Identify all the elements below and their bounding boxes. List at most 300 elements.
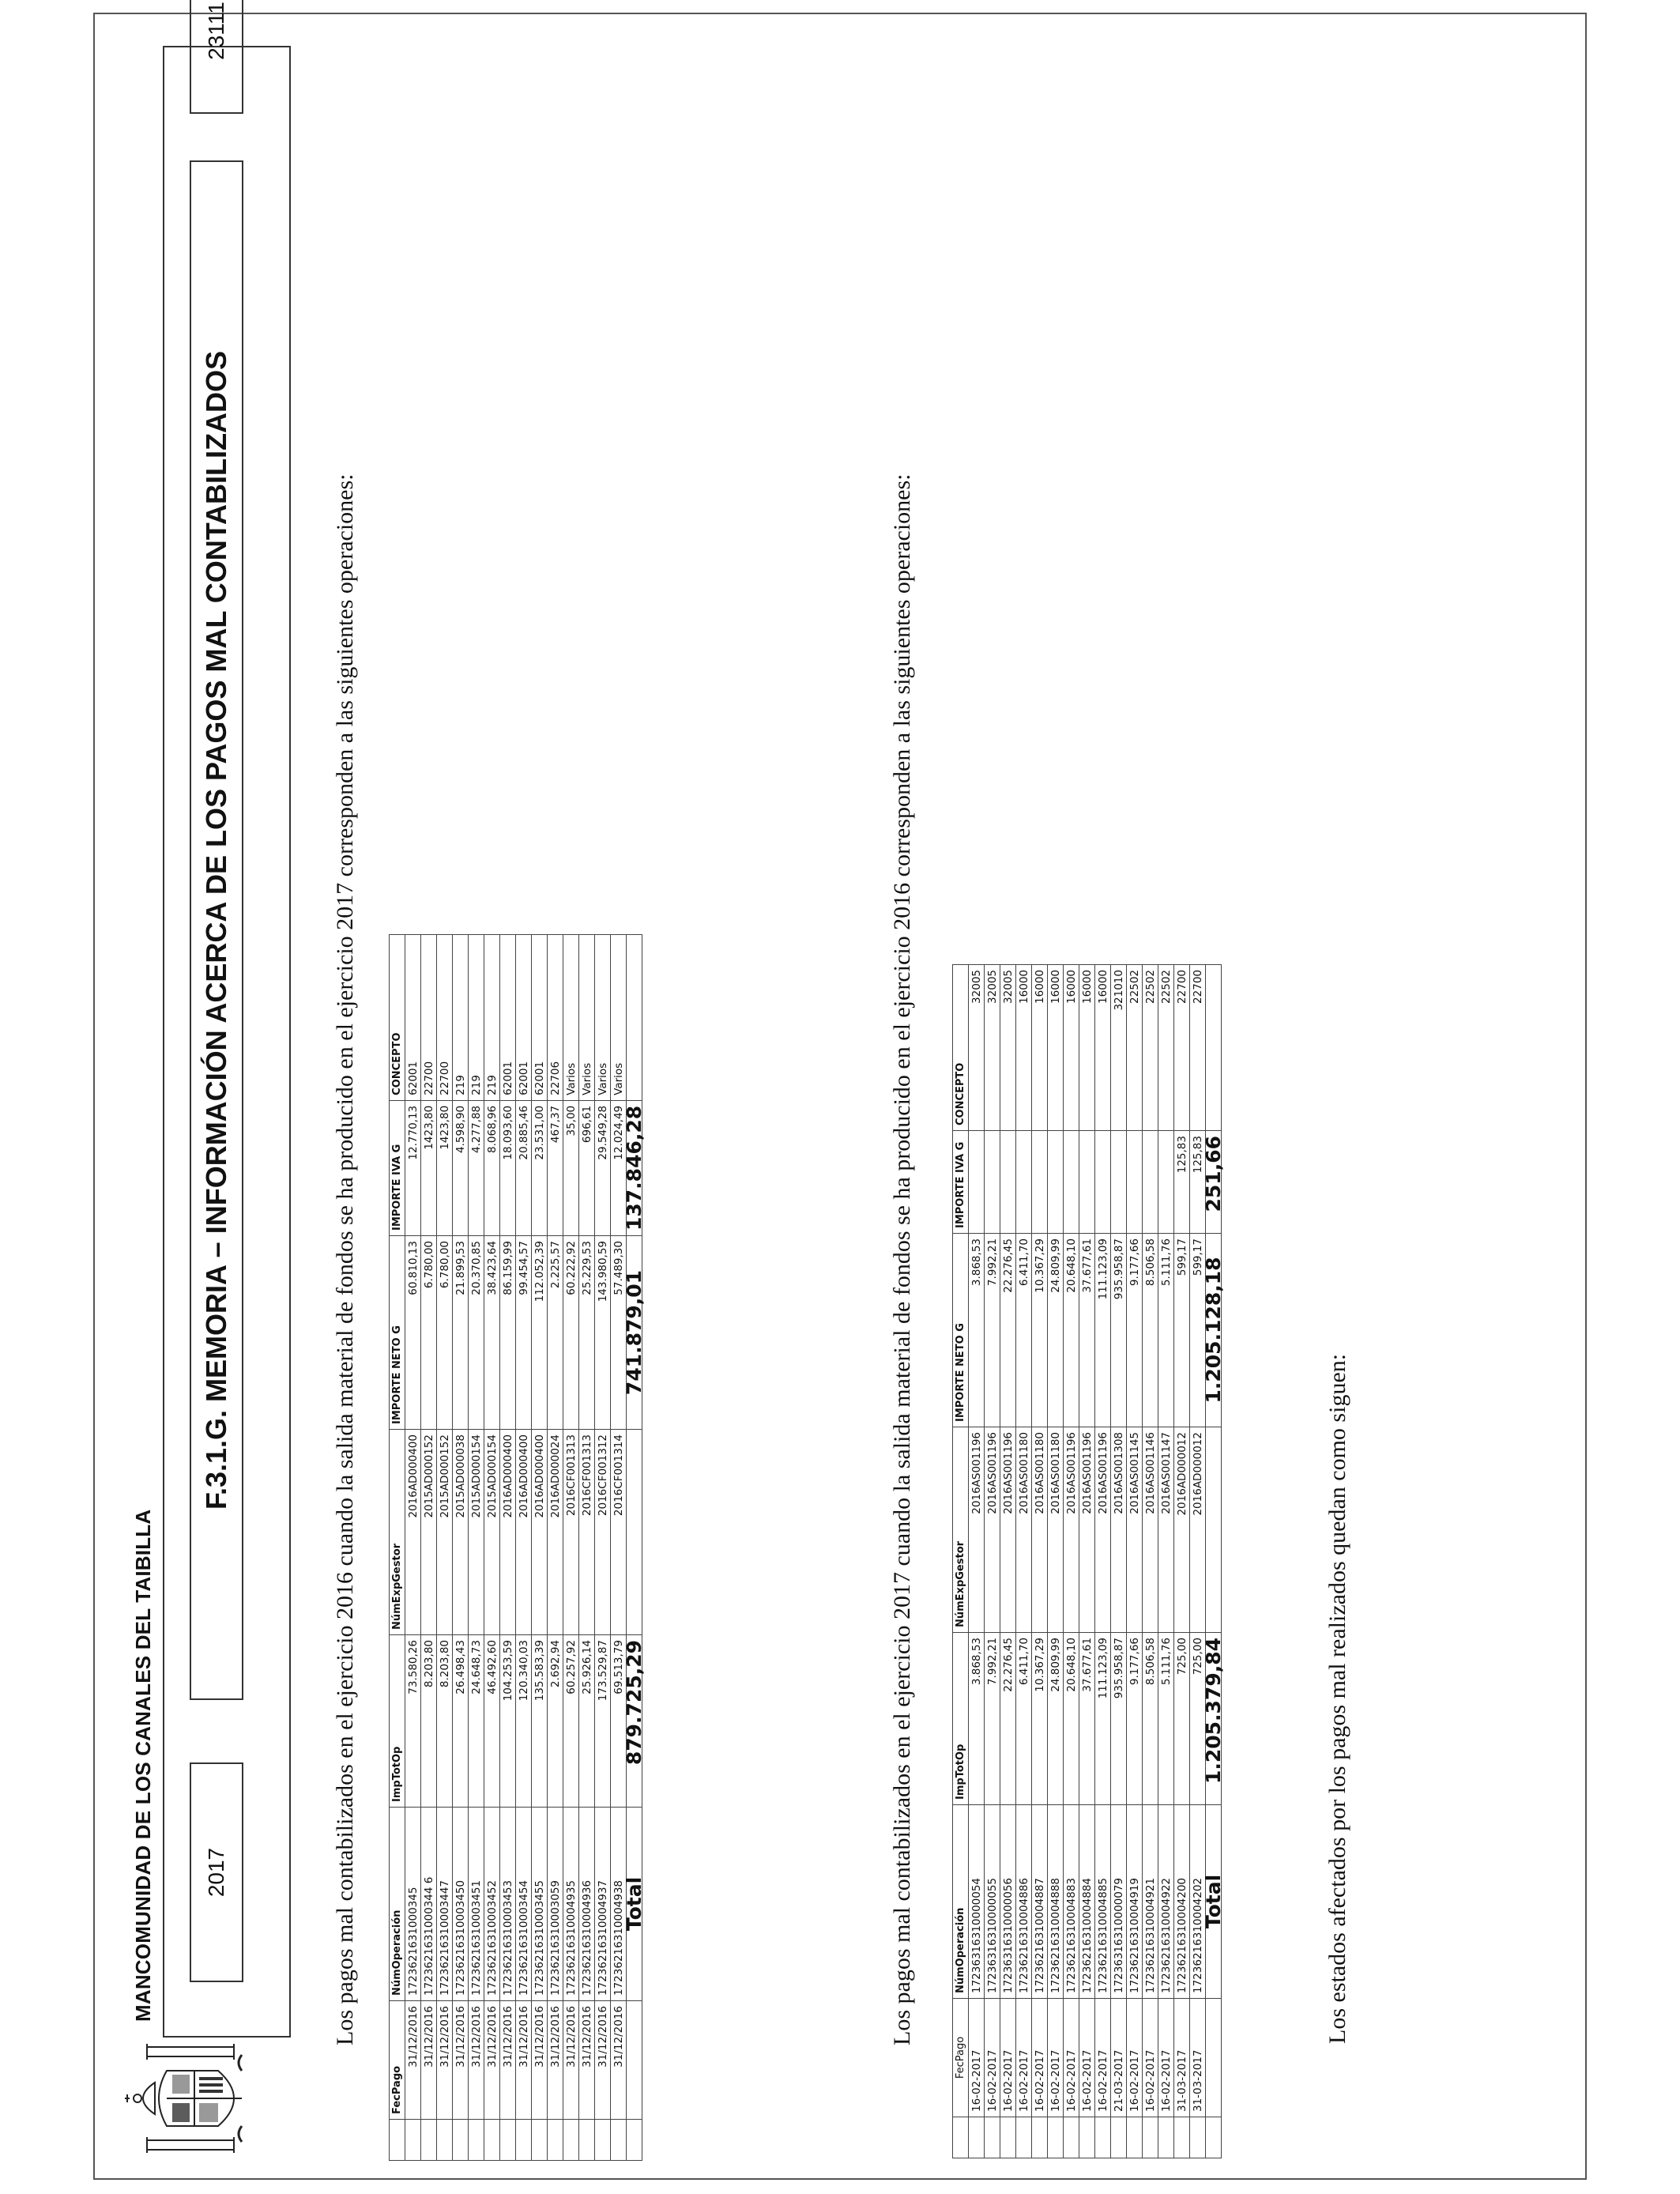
row-spacer-cell [469, 2120, 484, 2161]
table-cell: 219 [469, 934, 484, 1100]
table-cell: 725,00 [1190, 1633, 1206, 1805]
table-cell: 2016AS001180 [1016, 1427, 1032, 1633]
table-cell [1032, 1131, 1048, 1234]
table-row [469, 934, 484, 2160]
table-cell [1143, 1131, 1158, 1234]
table-cell: Varios [579, 934, 595, 1100]
table-cell: 32005 [969, 965, 985, 1131]
header-cell: IMPORTE NETO G [953, 1234, 969, 1427]
table-cell: 2016AS001196 [1000, 1427, 1016, 1633]
header-cell: NúmExpGestor [390, 1430, 405, 1635]
table-cell: 25.926,14 [579, 1635, 595, 1808]
table-cell: 2016AD000400 [532, 1430, 548, 1635]
table-cell: 16-02-2017 [1143, 1999, 1158, 2117]
table-header-row [390, 934, 405, 2160]
table-cell: 2016AS001145 [1127, 1427, 1143, 1633]
table-cell: 62001 [532, 934, 548, 1100]
table-cell: 25.229,53 [579, 1236, 595, 1430]
table-cell: 32005 [1000, 965, 1016, 1131]
table-cell: 31/12/2016 [611, 2001, 627, 2120]
table-row [1174, 965, 1190, 2158]
organization-name: MANCOMUNIDAD DE LOS CANALES DEL TAIBILLA [131, 1509, 155, 2022]
table-cell: 467,37 [548, 1100, 563, 1235]
table-cell: 16-02-2017 [1127, 1999, 1143, 2117]
table-row [1079, 965, 1095, 2158]
table-cell: 143.980,59 [595, 1236, 611, 1430]
total-empty-cell [627, 1430, 642, 1635]
table-cell: 16000 [1048, 965, 1064, 1131]
table-cell: 2016AS001196 [985, 1427, 1000, 1633]
table-cell: 935.958,87 [1111, 1633, 1127, 1805]
table-cell: 2016AD000400 [516, 1430, 532, 1635]
table-cell: 21.899,53 [453, 1236, 469, 1430]
table-cell: 5.111,76 [1158, 1633, 1174, 1805]
row-spacer-cell [1190, 2117, 1206, 2158]
table-cell: 31/12/2016 [421, 2001, 437, 2120]
table-cell: 38.423,64 [484, 1236, 500, 1430]
table-cell: 8.203,80 [421, 1635, 437, 1808]
table-cell: 31-03-2017 [1174, 1999, 1190, 2117]
row-spacer-cell [611, 2120, 627, 2161]
table-cell: 2016AD000400 [405, 1430, 421, 1635]
header-cell: FecPago [390, 2001, 405, 2120]
row-spacer-cell [595, 2120, 611, 2161]
header-cell: NúmExpGestor [953, 1427, 969, 1633]
paragraph-2016-to-2017: Los pagos mal contabilizados en el ejercicio 2016 cuando la salida material de fondos se ha producido en el ejercicio 2017 corresponden a las siguientes operaciones: [332, 473, 358, 2045]
table-cell: 37.677,61 [1079, 1234, 1095, 1427]
header-cell: NúmOperación [390, 1808, 405, 2001]
table-row [500, 934, 516, 2160]
table-cell: 62001 [500, 934, 516, 1100]
total-cell: 741.879,01 [627, 1236, 642, 1430]
table-cell: 17236216310004921 [1143, 1805, 1158, 1999]
table-cell: 17236216310004200 [1174, 1805, 1190, 1999]
total-cell: 137.846,28 [627, 1100, 642, 1235]
table-cell: 2016CF001314 [611, 1430, 627, 1635]
table-cell: 62001 [516, 934, 532, 1100]
header-cell [953, 2117, 969, 2158]
table-cell: 219 [453, 934, 469, 1100]
table-2017-payments [952, 964, 1225, 2158]
table-cell: 23.531,00 [532, 1100, 548, 1235]
row-spacer-cell [405, 2120, 421, 2161]
table-row [1158, 965, 1174, 2158]
table-cell: 16-02-2017 [1016, 1999, 1032, 2117]
table-cell: 31/12/2016 [484, 2001, 500, 2120]
table-cell: 3.868,53 [969, 1234, 985, 1427]
table-cell: 17236216310004919 [1127, 1805, 1143, 1999]
table-cell: 24.809,99 [1048, 1234, 1064, 1427]
total-cell: 1.205.128,18 [1206, 1234, 1222, 1427]
table-cell: 17236216310004202 [1190, 1805, 1206, 1999]
table-row [532, 934, 548, 2160]
rotated-page [95, 2, 1580, 2180]
table-cell: 16000 [1016, 965, 1032, 1131]
table-cell: 16-02-2017 [1158, 1999, 1174, 2117]
table-row [516, 934, 532, 2160]
table-cell: 31/12/2016 [405, 2001, 421, 2120]
table-row [453, 934, 469, 2160]
document-title: F.3.1.G. MEMORIA – INFORMACIÓN ACERCA DE LOS PAGOS MAL CONTABILIZADOS [190, 160, 243, 1700]
row-spacer-cell [579, 2120, 595, 2161]
table-cell: 16-02-2017 [1079, 1999, 1095, 2117]
table-cell: 22502 [1143, 965, 1158, 1131]
table-cell: 22700 [421, 934, 437, 1100]
table-cell [1048, 1131, 1064, 1234]
row-spacer-cell [548, 2120, 563, 2161]
table-cell: 22706 [548, 934, 563, 1100]
table-cell: 2016AS001196 [969, 1427, 985, 1633]
table-cell: 2016AD000400 [500, 1430, 516, 1635]
total-cell: 1.205.379,84 [1206, 1633, 1222, 1805]
table-cell: 1723621631000345 [405, 1808, 421, 2001]
header-cell: CONCEPTO [953, 965, 969, 1131]
table-cell: 29.549,28 [595, 1100, 611, 1235]
table-cell: 31/12/2016 [453, 2001, 469, 2120]
table-cell: 60.222,92 [563, 1236, 579, 1430]
table-cell [1064, 1131, 1079, 1234]
table-cell: 120.340,03 [516, 1635, 532, 1808]
table-cell: 111.123,09 [1095, 1234, 1111, 1427]
table-cell: 112.052,39 [532, 1236, 548, 1430]
table-cell: 31/12/2016 [500, 2001, 516, 2120]
table-row [437, 934, 453, 2160]
total-row [1206, 965, 1222, 2158]
table-cell: 4.277,88 [469, 1100, 484, 1235]
table-cell: 16-02-2017 [1000, 1999, 1016, 2117]
code-box: 23111 [190, 0, 243, 114]
table-cell: 31/12/2016 [437, 2001, 453, 2120]
table-cell: 73.580,26 [405, 1635, 421, 1808]
row-spacer-cell [1079, 2117, 1095, 2158]
table-cell: 57.489,30 [611, 1236, 627, 1430]
table-cell: 18.093,60 [500, 1100, 516, 1235]
table-cell: 22700 [1190, 965, 1206, 1131]
row-spacer-cell [1064, 2117, 1079, 2158]
table-cell: 17236216310004922 [1158, 1805, 1174, 1999]
table-cell: 16-02-2017 [1095, 1999, 1111, 2117]
table-cell: 16000 [1079, 965, 1095, 1131]
year-box: 2017 [190, 1762, 243, 1982]
table-cell: 26.498,43 [453, 1635, 469, 1808]
table-cell: 7.992,21 [985, 1633, 1000, 1805]
table-cell: 22.276,45 [1000, 1234, 1016, 1427]
table-cell: Varios [563, 934, 579, 1100]
table-cell [1158, 1131, 1174, 1234]
table-row [1000, 965, 1016, 2158]
table-cell: 17236216310003453 [500, 1808, 516, 2001]
table-2016-payments [389, 934, 646, 2161]
table-cell: 31/12/2016 [532, 2001, 548, 2120]
table-cell: 696,61 [579, 1100, 595, 1235]
table-cell: 599,17 [1190, 1234, 1206, 1427]
table-row [595, 934, 611, 2160]
table-cell: 5.111,76 [1158, 1234, 1174, 1427]
table-row [484, 934, 500, 2160]
table-cell: 17236216310004883 [1064, 1805, 1079, 1999]
table-cell: 16-02-2017 [969, 1999, 985, 2117]
table-cell: 173.529,87 [595, 1635, 611, 1808]
table-cell: 16000 [1095, 965, 1111, 1131]
table-cell: 125,83 [1190, 1131, 1206, 1234]
table-cell: 17236216310004885 [1095, 1805, 1111, 1999]
row-spacer-cell [563, 2120, 579, 2161]
table-cell [1095, 1131, 1111, 1234]
table-cell: 4.598,90 [453, 1100, 469, 1235]
table-cell: 2016CF001313 [579, 1430, 595, 1635]
table-cell: 9.177,66 [1127, 1234, 1143, 1427]
table-cell: 17236216310004937 [595, 1808, 611, 2001]
table-cell: 17236216310004938 [611, 1808, 627, 2001]
table-row [1111, 965, 1127, 2158]
table-cell: 2015AD000154 [484, 1430, 500, 1635]
table-cell: 35,00 [563, 1100, 579, 1235]
table-cell: 22700 [437, 934, 453, 1100]
table-cell: 17236216310003452 [484, 1808, 500, 2001]
table-cell: 9.177,66 [1127, 1633, 1143, 1805]
table-cell: 2015AD000152 [421, 1430, 437, 1635]
table-row [1064, 965, 1079, 2158]
table-cell: 31/12/2016 [548, 2001, 563, 2120]
table-cell: 10.367,29 [1032, 1633, 1048, 1805]
table-cell: Varios [595, 934, 611, 1100]
table-cell: 37.677,61 [1079, 1633, 1095, 1805]
table-cell: 17236216310004884 [1079, 1805, 1095, 1999]
table-row [1143, 965, 1158, 2158]
table-cell: 17236316310000055 [985, 1805, 1000, 1999]
total-row [627, 934, 642, 2160]
table-cell: 8.506,58 [1143, 1234, 1158, 1427]
total-empty-cell [1206, 2117, 1222, 2158]
table-cell: 17236216310003059 [548, 1808, 563, 2001]
table-cell: 2016AS001196 [1079, 1427, 1095, 1633]
total-cell: Total [1206, 1805, 1222, 1999]
table-cell: 24.648,73 [469, 1635, 484, 1808]
table-cell: 32005 [985, 965, 1000, 1131]
table-cell: 10.367,29 [1032, 1234, 1048, 1427]
table-cell: 17236216310004887 [1032, 1805, 1048, 1999]
row-spacer-cell [1016, 2117, 1032, 2158]
table-cell: 17236316310000056 [1000, 1805, 1016, 1999]
row-spacer-cell [1127, 2117, 1143, 2158]
table-cell: 2.225,57 [548, 1236, 563, 1430]
paragraph-2017-to-2016: Los pagos mal contabilizados en el ejercicio 2017 cuando la salida material de fondos se ha producido en el ejercicio 2016 corresponden a las siguientes operaciones: [889, 473, 915, 2045]
row-spacer-cell [1032, 2117, 1048, 2158]
table-cell: 17236216310003454 [516, 1808, 532, 2001]
row-spacer-cell [985, 2117, 1000, 2158]
table-cell [1000, 1131, 1016, 1234]
table-cell: 8.506,58 [1143, 1633, 1158, 1805]
table-cell [985, 1131, 1000, 1234]
total-empty-cell [627, 934, 642, 1100]
table-cell [1127, 1131, 1143, 1234]
table-cell: 7.992,21 [985, 1234, 1000, 1427]
table-cell: 20.648,10 [1064, 1633, 1079, 1805]
table-row [405, 934, 421, 2160]
row-spacer-cell [532, 2120, 548, 2161]
table-cell [1016, 1131, 1032, 1234]
table-cell: 2016AS001196 [1095, 1427, 1111, 1633]
table-row [1095, 965, 1111, 2158]
table-cell: 2016AS001308 [1111, 1427, 1127, 1633]
table-cell: 16-02-2017 [1048, 1999, 1064, 2117]
table-cell: 321010 [1111, 965, 1127, 1131]
table-cell: 725,00 [1174, 1633, 1190, 1805]
table-cell: 46.492,60 [484, 1635, 500, 1808]
table-cell: 21-03-2017 [1111, 1999, 1127, 2117]
coat-of-arms-icon [123, 2039, 258, 2158]
header-cell: FecPago [953, 1999, 969, 2117]
table-row [1048, 965, 1064, 2158]
table-cell: 60.810,13 [405, 1236, 421, 1430]
table-cell: 69.513,79 [611, 1635, 627, 1808]
row-spacer-cell [1158, 2117, 1174, 2158]
table-cell: 20.648,10 [1064, 1234, 1079, 1427]
header-cell: CONCEPTO [390, 934, 405, 1100]
paragraph-affected-states: Los estados afectados por los pagos mal realizados quedan como siguen: [1324, 1353, 1350, 2044]
header-cell: IMPORTE NETO G [390, 1236, 405, 1430]
row-spacer-cell [1143, 2117, 1158, 2158]
table-cell: 935.958,87 [1111, 1234, 1127, 1427]
table-cell: 16-02-2017 [985, 1999, 1000, 2117]
table-cell: 125,83 [1174, 1131, 1190, 1234]
table-cell: 17236316310000054 [969, 1805, 985, 1999]
total-empty-cell [1206, 1427, 1222, 1633]
total-empty-cell [627, 2120, 642, 2161]
total-cell: 879.725,29 [627, 1635, 642, 1808]
row-spacer-cell [516, 2120, 532, 2161]
table-cell: 12.024,49 [611, 1100, 627, 1235]
table-cell: 17236216310004935 [563, 1808, 579, 2001]
table-row [548, 934, 563, 2160]
header-cell [390, 2120, 405, 2161]
header-cell: ImpTotOp [390, 1635, 405, 1808]
table-cell: 2016AD000012 [1174, 1427, 1190, 1633]
table-cell: 22.276,45 [1000, 1633, 1016, 1805]
table-row [579, 934, 595, 2160]
table-row [421, 934, 437, 2160]
table-cell: Varios [611, 934, 627, 1100]
table-cell: 2016CF001312 [595, 1430, 611, 1635]
table-cell: 31/12/2016 [469, 2001, 484, 2120]
row-spacer-cell [500, 2120, 516, 2161]
table-cell: 22700 [1174, 965, 1190, 1131]
table-cell: 104.253,59 [500, 1635, 516, 1808]
table-cell: 17236216310003447 [437, 1808, 453, 2001]
table-cell: 2.692,94 [548, 1635, 563, 1808]
table-cell: 2015AD000152 [437, 1430, 453, 1635]
table-cell: 16-02-2017 [1064, 1999, 1079, 2117]
row-spacer-cell [1174, 2117, 1190, 2158]
total-cell: 251,66 [1206, 1131, 1222, 1234]
table-cell: 86.159,99 [500, 1236, 516, 1430]
header-box [163, 2, 291, 2038]
total-empty-cell [1206, 1999, 1222, 2117]
table-row [1016, 965, 1032, 2158]
table-cell: 1423,80 [421, 1100, 437, 1235]
table-cell: 2015AD000038 [453, 1430, 469, 1635]
table-cell: 3.868,53 [969, 1633, 985, 1805]
row-spacer-cell [969, 2117, 985, 2158]
table-row [985, 965, 1000, 2158]
table-cell: 2016AD000024 [548, 1430, 563, 1635]
table-cell: 60.257,92 [563, 1635, 579, 1808]
row-spacer-cell [421, 2120, 437, 2161]
table-cell: 6.780,00 [437, 1236, 453, 1430]
table-cell: 31-03-2017 [1190, 1999, 1206, 2117]
table-cell: 16-02-2017 [1032, 1999, 1048, 2117]
header-cell: NúmOperación [953, 1805, 969, 1999]
table-row [969, 965, 985, 2158]
table-cell: 16000 [1064, 965, 1079, 1131]
table-cell: 219 [484, 934, 500, 1100]
table-cell [1111, 1131, 1127, 1234]
table-cell: 2016AS001146 [1143, 1427, 1158, 1633]
total-cell: Total [627, 1808, 642, 2001]
table-cell [969, 1131, 985, 1234]
table-cell: 2015AD000154 [469, 1430, 484, 1635]
table-cell: 2016CF001313 [563, 1430, 579, 1635]
table-cell: 17236216310003450 [453, 1808, 469, 2001]
table-cell: 31/12/2016 [595, 2001, 611, 2120]
table-header-row [953, 965, 969, 2158]
table-cell: 62001 [405, 934, 421, 1100]
table-cell: 2016AS001196 [1064, 1427, 1079, 1633]
table-cell: 31/12/2016 [579, 2001, 595, 2120]
table-cell: 20.370,85 [469, 1236, 484, 1430]
row-spacer-cell [453, 2120, 469, 2161]
table-cell: 17236216310004888 [1048, 1805, 1064, 1999]
row-spacer-cell [484, 2120, 500, 2161]
table-cell: 2016AS001180 [1032, 1427, 1048, 1633]
row-spacer-cell [1048, 2117, 1064, 2158]
table-cell [1079, 1131, 1095, 1234]
row-spacer-cell [1095, 2117, 1111, 2158]
table-row [1032, 965, 1048, 2158]
header-cell: ImpTotOp [953, 1633, 969, 1805]
header-cell: IMPORTE IVA G [390, 1100, 405, 1235]
table-cell: 135.583,39 [532, 1635, 548, 1808]
table-cell: 17236216310004886 [1016, 1805, 1032, 1999]
table-cell: 31/12/2016 [516, 2001, 532, 2120]
table-cell: 16000 [1032, 965, 1048, 1131]
table-cell: 8.068,96 [484, 1100, 500, 1235]
table-cell: 1723621631000344 6 [421, 1808, 437, 2001]
table-cell: 17236216310003451 [469, 1808, 484, 2001]
table-cell: 1423,80 [437, 1100, 453, 1235]
table-cell: 17236216310003455 [532, 1808, 548, 2001]
table-cell: 2016AS001180 [1048, 1427, 1064, 1633]
table-cell: 599,17 [1174, 1234, 1190, 1427]
table-cell: 2016AS001147 [1158, 1427, 1174, 1633]
table-cell: 8.203,80 [437, 1635, 453, 1808]
row-spacer-cell [1111, 2117, 1127, 2158]
table-cell: 99.454,57 [516, 1236, 532, 1430]
table-row [1127, 965, 1143, 2158]
total-empty-cell [1206, 965, 1222, 1131]
table-cell: 17236316310000079 [1111, 1805, 1127, 1999]
table-cell: 111.123,09 [1095, 1633, 1111, 1805]
header-cell: IMPORTE IVA G [953, 1131, 969, 1234]
table-cell: 31/12/2016 [563, 2001, 579, 2120]
row-spacer-cell [437, 2120, 453, 2161]
table-cell: 6.780,00 [421, 1236, 437, 1430]
table-row [563, 934, 579, 2160]
table-cell: 2016AD000012 [1190, 1427, 1206, 1633]
table-cell: 20.885,46 [516, 1100, 532, 1235]
table-cell: 6.411,70 [1016, 1234, 1032, 1427]
row-spacer-cell [1000, 2117, 1016, 2158]
